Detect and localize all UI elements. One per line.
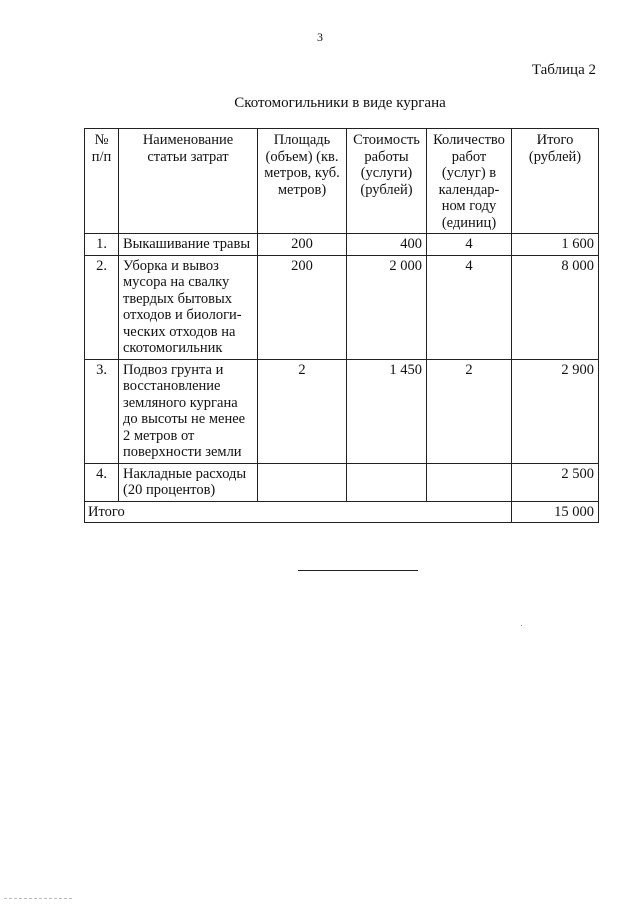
header-area: Площадь (объем) (кв. метров, куб. метров) [258, 129, 347, 234]
row-num: 3. [85, 359, 119, 463]
header-quantity: Количество работ (услуг) в календар-ном году (единиц) [427, 129, 512, 234]
row-quantity: 4 [427, 234, 512, 256]
row-area: 2 [258, 359, 347, 463]
row-name: Уборка и вывоз мусора на свалку твердых бытовых отходов и биологи-ческих отходов на скотомогильник [119, 255, 258, 359]
row-total: 8 000 [512, 255, 599, 359]
total-value: 15 000 [512, 501, 599, 523]
table-title: Скотомогильники в виде кургана [234, 95, 446, 111]
page-number: 3 [317, 30, 323, 44]
row-num: 4. [85, 463, 119, 501]
scan-speck [521, 625, 522, 626]
cost-table [84, 128, 599, 523]
row-cost: 2 000 [347, 255, 427, 359]
row-total: 2 900 [512, 359, 599, 463]
footer-marks [4, 898, 72, 899]
row-name: Подвоз грунта и восстановление земляного кургана до высоты не менее 2 метров от поверхности земли [119, 359, 258, 463]
table-row [85, 234, 599, 256]
separator-line [298, 570, 418, 571]
row-total: 2 500 [512, 463, 599, 501]
row-quantity: 4 [427, 255, 512, 359]
total-label: Итого [85, 501, 512, 523]
table-header-row [85, 129, 599, 234]
row-cost: 1 450 [347, 359, 427, 463]
row-area [258, 463, 347, 501]
table-row [85, 255, 599, 359]
header-num: № п/п [85, 129, 119, 234]
total-row [85, 501, 599, 523]
row-area: 200 [258, 234, 347, 256]
row-cost: 400 [347, 234, 427, 256]
row-quantity [427, 463, 512, 501]
table-row [85, 463, 599, 501]
row-area: 200 [258, 255, 347, 359]
row-num: 1. [85, 234, 119, 256]
row-quantity: 2 [427, 359, 512, 463]
row-name: Выкашивание травы [119, 234, 258, 256]
header-name: Наименование статьи затрат [119, 129, 258, 234]
header-total: Итого (рублей) [512, 129, 599, 234]
row-name: Накладные расходы (20 процентов) [119, 463, 258, 501]
table-row [85, 359, 599, 463]
table-caption: Таблица 2 [531, 62, 596, 78]
row-num: 2. [85, 255, 119, 359]
row-total: 1 600 [512, 234, 599, 256]
header-cost: Стоимость работы (услуги) (рублей) [347, 129, 427, 234]
row-cost [347, 463, 427, 501]
